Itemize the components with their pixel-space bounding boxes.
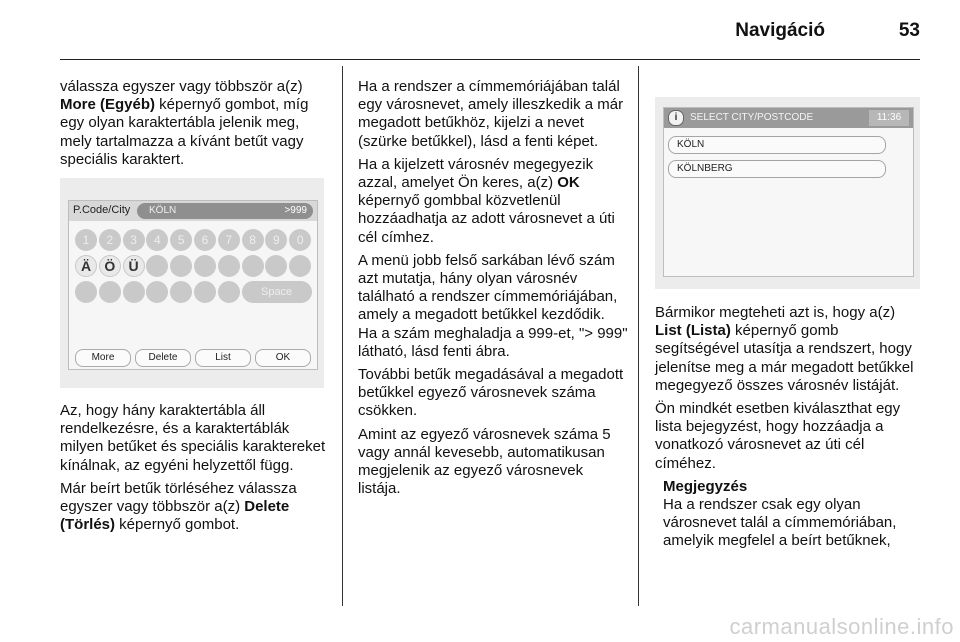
column-2 — [358, 78, 628, 503]
paragraph: Ön mindkét esetben kiválaszthat egy lista bejegyzést, hogy hozzáadja a vonatkozó városnevet az úti cél címéhez. — [655, 400, 901, 472]
key-blank[interactable] — [218, 255, 240, 277]
list-button-ref: List (Lista) — [655, 322, 731, 340]
column-divider — [638, 66, 639, 606]
delete-button-ref: Delete (Törlés) — [60, 498, 290, 534]
paragraph: Már beírt betűk törléséhez válassza egyszer vagy többször a(z) Delete (Törlés) képernyő gombot. — [60, 479, 297, 534]
paragraph: Ha a kijelzett városnév megegyezik azzal, amelyet Ön keres, a(z) OK képernyő gombbal közvetlenül hozzáadhatja az adott városnevet a úti cél címhez. — [358, 155, 615, 246]
key-blank[interactable] — [123, 281, 145, 303]
key-9[interactable]: 9 — [265, 229, 287, 251]
more-button[interactable]: More — [75, 349, 131, 367]
key-special[interactable]: Ä — [75, 255, 97, 277]
key-3[interactable]: 3 — [123, 229, 145, 251]
ok-button-ref: OK — [557, 174, 580, 192]
paragraph: válassza egyszer vagy többször a(z) More (Egyéb) képernyő gombot, míg egy olyan karaktertábla jelenik meg, mely tartalmazza a kívánt betűt vagy speciális karaktert. — [60, 78, 309, 168]
delete-button[interactable]: Delete — [135, 349, 191, 367]
list-button[interactable]: List — [195, 349, 251, 367]
key-blank[interactable] — [194, 281, 216, 303]
city-list-item[interactable]: KÖLNBERG — [668, 160, 886, 178]
column-3 — [655, 304, 925, 551]
key-blank[interactable] — [170, 255, 192, 277]
keyboard-screen-figure — [60, 178, 324, 388]
column-1 — [60, 78, 328, 174]
key-5[interactable]: 5 — [170, 229, 192, 251]
postcode-city-label: P.Code/City — [73, 204, 131, 216]
title-bar — [664, 108, 913, 128]
key-blank[interactable] — [194, 255, 216, 277]
paragraph: Ha a rendszer a címmemóriájában talál egy városnevet, amely illeszkedik a már megadott betűkhöz, kijelzi a nevet (szürke betűkkel), lásd a fenti képet. — [358, 78, 624, 150]
key-blank[interactable] — [265, 255, 287, 277]
paragraph: Amint az egyező városnevek száma 5 vagy annál kevesebb, automatikusan megjelenik az egyező városnevek listája. — [358, 425, 611, 498]
key-blank[interactable] — [170, 281, 192, 303]
key-blank[interactable] — [289, 255, 311, 277]
paragraph: Az, hogy hány karaktertábla áll rendelkezésre, és a karaktertáblák milyen betűket és speciális karaktereket kínálnak, az egyéni helyzettől függ. — [60, 402, 326, 474]
space-key[interactable]: Space — [242, 281, 312, 303]
note — [663, 478, 925, 551]
key-8[interactable]: 8 — [242, 229, 264, 251]
key-0[interactable]: 0 — [289, 229, 311, 251]
page-number: 53 — [898, 20, 920, 41]
note-text: Ha a rendszer csak egy olyan városnevet talál a címmemóriában, amelyik megfelel a beírt betűknek, — [663, 496, 897, 550]
paragraph: További betűk megadásával a megadott betűkkel egyező városnevek száma csökken. — [358, 366, 624, 420]
watermark: carmanualsonline.info — [729, 614, 954, 639]
key-4[interactable]: 4 — [146, 229, 168, 251]
header-rule — [60, 59, 920, 60]
city-input[interactable] — [137, 203, 313, 219]
column-1-lower — [60, 402, 328, 539]
page-header — [60, 0, 920, 62]
key-blank[interactable] — [242, 255, 264, 277]
column-divider — [342, 66, 343, 606]
key-blank[interactable] — [99, 281, 121, 303]
select-city-figure — [655, 97, 920, 289]
key-blank[interactable] — [75, 281, 97, 303]
key-6[interactable]: 6 — [194, 229, 216, 251]
info-icon: i — [668, 110, 684, 126]
select-city-screen — [663, 107, 914, 277]
input-bar — [69, 201, 317, 221]
city-input-value: KÖLN — [149, 205, 177, 216]
screen-title: SELECT CITY/POSTCODE — [690, 112, 814, 123]
key-special[interactable]: Ü — [123, 255, 145, 277]
match-count: >999 — [284, 205, 307, 216]
key-1[interactable]: 1 — [75, 229, 97, 251]
clock: 11:36 — [869, 110, 909, 126]
key-2[interactable]: 2 — [99, 229, 121, 251]
key-blank[interactable] — [146, 281, 168, 303]
keyboard-screen — [68, 200, 318, 370]
key-blank[interactable] — [218, 281, 240, 303]
ok-button[interactable]: OK — [255, 349, 311, 367]
paragraph: A menü jobb felső sarkában lévő szám azt mutatja, hány olyan városnév található a rendszer címmemóriájában, amely a megadott betűkkel kezdődik. Ha a szám meghaladja a 999-et, "> 999" látható, lásd fenti ábra. — [358, 251, 628, 360]
key-blank[interactable] — [146, 255, 168, 277]
key-special[interactable]: Ö — [99, 255, 121, 277]
note-heading: Megjegyzés — [663, 477, 748, 495]
city-list-item[interactable]: KÖLN — [668, 136, 886, 154]
key-7[interactable]: 7 — [218, 229, 240, 251]
section-title: Navigáció — [735, 20, 825, 41]
more-button-ref: More (Egyéb) — [60, 96, 156, 114]
paragraph: Bármikor megteheti azt is, hogy a(z) List (Lista) képernyő gomb segítségével utasítja a rendszert, hogy jelenítse meg a már megadott betűkkel megegyező összes városnév listáját. — [655, 304, 914, 394]
